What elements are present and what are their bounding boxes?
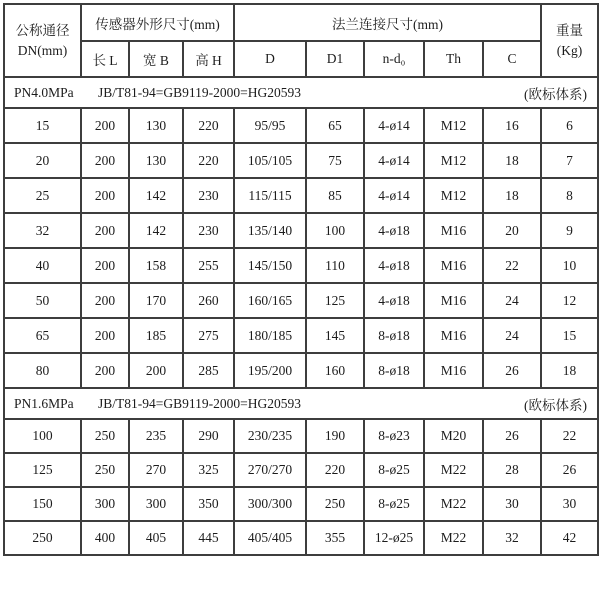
table-cell: 142 — [129, 178, 183, 213]
table-cell: M20 — [424, 419, 483, 453]
table-cell: 445 — [183, 521, 234, 555]
table-cell: 25 — [4, 178, 81, 213]
table-cell: 170 — [129, 283, 183, 318]
table-cell: 18 — [541, 353, 598, 388]
table-row — [4, 178, 598, 213]
table-cell: 15 — [4, 108, 81, 143]
header-weight — [541, 4, 598, 77]
table-cell: 9 — [541, 213, 598, 248]
table-cell: 185 — [129, 318, 183, 353]
table-cell: M16 — [424, 283, 483, 318]
standard-note-label: (欧标体系) — [524, 86, 587, 102]
table-cell: 200 — [81, 178, 129, 213]
table-cell: 180/185 — [234, 318, 306, 353]
table-cell: 10 — [541, 248, 598, 283]
subheader-height-H: 高 H — [183, 41, 234, 77]
spec-table-body — [4, 77, 598, 555]
table-cell: 65 — [4, 318, 81, 353]
table-cell: 270/270 — [234, 453, 306, 487]
table-cell: 75 — [306, 143, 364, 178]
table-cell: 200 — [81, 318, 129, 353]
table-cell: 20 — [483, 213, 541, 248]
header-nominal-diameter-line2: DN(mm) — [17, 42, 68, 58]
section-row — [4, 77, 598, 108]
table-cell: 15 — [541, 318, 598, 353]
table-cell: 8 — [541, 178, 598, 213]
table-cell: M16 — [424, 213, 483, 248]
pressure-rating-label: PN1.6MPa — [14, 395, 74, 411]
table-cell: 8-ø18 — [364, 353, 424, 388]
table-cell: 22 — [483, 248, 541, 283]
table-row — [4, 521, 598, 555]
table-cell: 18 — [483, 178, 541, 213]
flowmeter-dimension-table — [3, 3, 599, 556]
table-row — [4, 248, 598, 283]
table-cell: 95/95 — [234, 108, 306, 143]
table-cell: M16 — [424, 318, 483, 353]
subheader-D1: D1 — [306, 41, 364, 77]
table-cell: 6 — [541, 108, 598, 143]
table-cell: 200 — [81, 353, 129, 388]
table-row — [4, 318, 598, 353]
table-cell: 355 — [306, 521, 364, 555]
standard-code-label: JB/T81-94=GB9119-2000=HG20593 — [98, 395, 301, 411]
table-cell: 26 — [483, 419, 541, 453]
header-flange-dimensions-group: 法兰连接尺寸(mm) — [234, 4, 541, 41]
table-row — [4, 453, 598, 487]
table-cell: 325 — [183, 453, 234, 487]
table-cell: M22 — [424, 487, 483, 521]
table-cell: M12 — [424, 143, 483, 178]
standard-code-label: JB/T81-94=GB9119-2000=HG20593 — [98, 84, 301, 100]
table-cell: 24 — [483, 283, 541, 318]
table-cell: 405 — [129, 521, 183, 555]
table-cell: 200 — [81, 248, 129, 283]
table-cell: 255 — [183, 248, 234, 283]
table-row — [4, 419, 598, 453]
table-cell: 150 — [4, 487, 81, 521]
table-cell: 80 — [4, 353, 81, 388]
table-cell: 200 — [129, 353, 183, 388]
table-cell: 8-ø18 — [364, 318, 424, 353]
table-cell: 115/115 — [234, 178, 306, 213]
table-cell: 65 — [306, 108, 364, 143]
subheader-n-d0: n-d₀ — [364, 41, 424, 77]
table-cell: 300 — [129, 487, 183, 521]
table-row — [4, 108, 598, 143]
table-cell: 24 — [483, 318, 541, 353]
table-cell: 4-ø18 — [364, 248, 424, 283]
section-header-cell — [4, 77, 598, 108]
table-cell: 250 — [81, 419, 129, 453]
table-row — [4, 213, 598, 248]
table-cell: 110 — [306, 248, 364, 283]
section-header-cell — [4, 388, 598, 419]
table-cell: 275 — [183, 318, 234, 353]
table-cell: 200 — [81, 213, 129, 248]
table-cell: 105/105 — [234, 143, 306, 178]
table-cell: 250 — [81, 453, 129, 487]
table-row — [4, 143, 598, 178]
table-cell: 190 — [306, 419, 364, 453]
table-cell: 350 — [183, 487, 234, 521]
pressure-rating-label: PN4.0MPa — [14, 84, 74, 100]
table-cell: 160/165 — [234, 283, 306, 318]
section-header-content — [5, 83, 597, 103]
table-cell: 270 — [129, 453, 183, 487]
table-cell: 405/405 — [234, 521, 306, 555]
table-cell: 220 — [183, 108, 234, 143]
table-cell: 195/200 — [234, 353, 306, 388]
table-cell: 8-ø23 — [364, 419, 424, 453]
header-weight-line1: 重量 — [556, 22, 583, 38]
table-cell: 4-ø18 — [364, 213, 424, 248]
table-cell: 40 — [4, 248, 81, 283]
table-cell: 250 — [4, 521, 81, 555]
table-cell: 158 — [129, 248, 183, 283]
table-cell: 200 — [81, 283, 129, 318]
table-cell: M22 — [424, 453, 483, 487]
table-cell: 26 — [483, 353, 541, 388]
header-nominal-diameter-line1: 公称通径 — [15, 22, 70, 38]
table-cell: 4-ø18 — [364, 283, 424, 318]
table-cell: 28 — [483, 453, 541, 487]
table-cell: 145 — [306, 318, 364, 353]
table-cell: 300 — [81, 487, 129, 521]
table-cell: 285 — [183, 353, 234, 388]
table-cell: 4-ø14 — [364, 178, 424, 213]
table-cell: 142 — [129, 213, 183, 248]
subheader-length-L: 长 L — [81, 41, 129, 77]
subheader-width-B: 宽 B — [129, 41, 183, 77]
table-cell: 220 — [306, 453, 364, 487]
table-row — [4, 353, 598, 388]
table-row — [4, 487, 598, 521]
table-cell: 26 — [541, 453, 598, 487]
table-cell: 200 — [81, 143, 129, 178]
table-cell: 250 — [306, 487, 364, 521]
header-nominal-diameter — [4, 4, 81, 77]
table-cell: 4-ø14 — [364, 108, 424, 143]
table-cell: 22 — [541, 419, 598, 453]
table-cell: 100 — [4, 419, 81, 453]
table-cell: 200 — [81, 108, 129, 143]
table-cell: 8-ø25 — [364, 487, 424, 521]
table-cell: M16 — [424, 248, 483, 283]
table-cell: 16 — [483, 108, 541, 143]
table-cell: 125 — [306, 283, 364, 318]
table-cell: 32 — [483, 521, 541, 555]
table-cell: 85 — [306, 178, 364, 213]
table-cell: 18 — [483, 143, 541, 178]
table-cell: 130 — [129, 143, 183, 178]
table-cell: 230 — [183, 178, 234, 213]
table-cell: 230/235 — [234, 419, 306, 453]
section-row — [4, 388, 598, 419]
table-cell: 135/140 — [234, 213, 306, 248]
subheader-Th: Th — [424, 41, 483, 77]
table-cell: 7 — [541, 143, 598, 178]
header-sensor-dimensions-group: 传感器外形尺寸(mm) — [81, 4, 234, 41]
table-cell: 100 — [306, 213, 364, 248]
table-row — [4, 283, 598, 318]
table-cell: 30 — [541, 487, 598, 521]
table-cell: 12-ø25 — [364, 521, 424, 555]
table-cell: 42 — [541, 521, 598, 555]
table-cell: 30 — [483, 487, 541, 521]
table-cell: 12 — [541, 283, 598, 318]
table-cell: 8-ø25 — [364, 453, 424, 487]
table-cell: 160 — [306, 353, 364, 388]
section-header-content — [5, 394, 597, 414]
table-cell: 50 — [4, 283, 81, 318]
table-cell: 32 — [4, 213, 81, 248]
table-cell: 130 — [129, 108, 183, 143]
subheader-D: D — [234, 41, 306, 77]
table-cell: M12 — [424, 108, 483, 143]
table-cell: 4-ø14 — [364, 143, 424, 178]
table-cell: 235 — [129, 419, 183, 453]
table-cell: 400 — [81, 521, 129, 555]
table-cell: 290 — [183, 419, 234, 453]
header-weight-line2: (Kg) — [556, 42, 583, 58]
table-cell: 300/300 — [234, 487, 306, 521]
table-cell: M16 — [424, 353, 483, 388]
table-cell: 145/150 — [234, 248, 306, 283]
table-cell: M22 — [424, 521, 483, 555]
table-cell: 230 — [183, 213, 234, 248]
standard-note-label: (欧标体系) — [524, 397, 587, 413]
header-row-subcolumns — [4, 41, 598, 77]
table-cell: M12 — [424, 178, 483, 213]
header-row-groups — [4, 4, 598, 41]
table-cell: 220 — [183, 143, 234, 178]
subheader-C: C — [483, 41, 541, 77]
table-cell: 260 — [183, 283, 234, 318]
table-cell: 20 — [4, 143, 81, 178]
table-cell: 125 — [4, 453, 81, 487]
